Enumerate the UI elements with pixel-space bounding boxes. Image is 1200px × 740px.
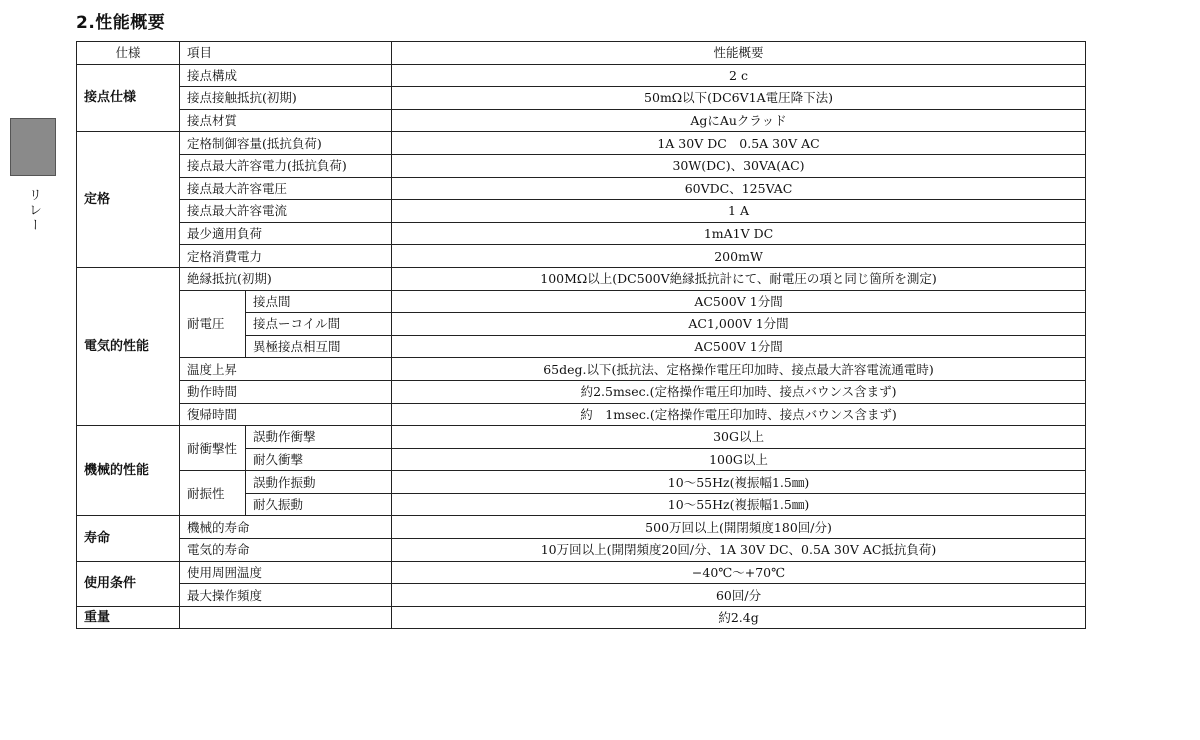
value-cell: 1mA1V DC — [392, 222, 1086, 245]
table-row — [77, 177, 1086, 200]
table-row — [77, 64, 1086, 87]
value-cell: 10〜55Hz(複振幅1.5㎜) — [392, 471, 1086, 494]
group-vibration: 耐振性 — [180, 471, 246, 516]
item-cell: 動作時間 — [180, 380, 392, 403]
item-cell — [180, 606, 392, 629]
item-cell: 絶縁抵抗(初期) — [180, 267, 392, 290]
table-row — [77, 380, 1086, 403]
group-shock: 耐衝撃性 — [180, 426, 246, 471]
side-index-label: リレー — [26, 188, 41, 233]
item-cell: 誤動作振動 — [246, 471, 392, 494]
table-row — [77, 561, 1086, 584]
table-row — [77, 358, 1086, 381]
group-withstand-voltage: 耐電圧 — [180, 290, 246, 358]
category-life: 寿命 — [77, 516, 180, 561]
category-conditions: 使用条件 — [77, 561, 180, 606]
item-cell: 温度上昇 — [180, 358, 392, 381]
table-row — [77, 132, 1086, 155]
value-cell: 65deg.以下(抵抗法、定格操作電圧印加時、接点最大許容電流通電時) — [392, 358, 1086, 381]
value-cell: 100G以上 — [392, 448, 1086, 471]
header-spec: 仕様 — [77, 42, 180, 65]
value-cell: 約2.4g — [392, 606, 1086, 629]
table-row — [77, 200, 1086, 223]
table-row — [77, 471, 1086, 494]
value-cell: 200mW — [392, 245, 1086, 268]
section-title: 2.性能概要 — [76, 13, 166, 33]
value-cell: 1A 30V DC 0.5A 30V AC — [392, 132, 1086, 155]
value-cell: 500万回以上(開閉頻度180回/分) — [392, 516, 1086, 539]
value-cell: 約2.5msec.(定格操作電圧印加時、接点バウンス含まず) — [392, 380, 1086, 403]
table-row — [77, 426, 1086, 449]
value-cell: 60回/分 — [392, 584, 1086, 607]
table-row — [77, 267, 1086, 290]
table-row — [77, 516, 1086, 539]
header-item: 項目 — [180, 42, 392, 65]
item-cell: 誤動作衝撃 — [246, 426, 392, 449]
category-contact: 接点仕様 — [77, 64, 180, 132]
table-row — [77, 109, 1086, 132]
category-electrical: 電気的性能 — [77, 267, 180, 425]
item-cell: 異極接点相互間 — [246, 335, 392, 358]
table-row — [77, 403, 1086, 426]
value-cell: 30G以上 — [392, 426, 1086, 449]
value-cell: 約 1msec.(定格操作電圧印加時、接点バウンス含まず) — [392, 403, 1086, 426]
value-cell: 1 A — [392, 200, 1086, 223]
table-row — [77, 222, 1086, 245]
item-cell: 接点ーコイル間 — [246, 313, 392, 336]
item-cell: 定格消費電力 — [180, 245, 392, 268]
value-cell: −40℃〜+70℃ — [392, 561, 1086, 584]
item-cell: 接点最大許容電力(抵抗負荷) — [180, 154, 392, 177]
item-cell: 使用周囲温度 — [180, 561, 392, 584]
table-row — [77, 290, 1086, 313]
value-cell: 100MΩ以上(DC500V絶縁抵抗計にて、耐電圧の項と同じ箇所を測定) — [392, 267, 1086, 290]
item-cell: 耐久衝撃 — [246, 448, 392, 471]
item-cell: 接点材質 — [180, 109, 392, 132]
value-cell: AgにAuクラッド — [392, 109, 1086, 132]
category-weight: 重量 — [77, 606, 180, 629]
value-cell: 10万回以上(開閉頻度20回/分、1A 30V DC、0.5A 30V AC抵抗負荷) — [392, 539, 1086, 562]
category-rating: 定格 — [77, 132, 180, 268]
table-header-row — [77, 42, 1086, 65]
item-cell: 接点間 — [246, 290, 392, 313]
category-mechanical: 機械的性能 — [77, 426, 180, 516]
table-row — [77, 539, 1086, 562]
value-cell: AC500V 1分間 — [392, 335, 1086, 358]
value-cell: 50mΩ以下(DC6V1A電圧降下法) — [392, 87, 1086, 110]
value-cell: 30W(DC)、30VA(AC) — [392, 154, 1086, 177]
side-index-tab — [10, 118, 56, 176]
item-cell: 接点接触抵抗(初期) — [180, 87, 392, 110]
value-cell: 60VDC、125VAC — [392, 177, 1086, 200]
performance-table — [76, 41, 1086, 629]
item-cell: 接点最大許容電流 — [180, 200, 392, 223]
item-cell: 接点最大許容電圧 — [180, 177, 392, 200]
table-row — [77, 245, 1086, 268]
item-cell: 機械的寿命 — [180, 516, 392, 539]
table-row — [77, 584, 1086, 607]
item-cell: 定格制御容量(抵抗負荷) — [180, 132, 392, 155]
value-cell: 2 c — [392, 64, 1086, 87]
item-cell: 接点構成 — [180, 64, 392, 87]
item-cell: 復帰時間 — [180, 403, 392, 426]
table-row — [77, 606, 1086, 629]
item-cell: 耐久振動 — [246, 493, 392, 516]
value-cell: AC1,000V 1分間 — [392, 313, 1086, 336]
item-cell: 最少適用負荷 — [180, 222, 392, 245]
header-performance: 性能概要 — [392, 42, 1086, 65]
table-row — [77, 154, 1086, 177]
value-cell: AC500V 1分間 — [392, 290, 1086, 313]
value-cell: 10〜55Hz(複振幅1.5㎜) — [392, 493, 1086, 516]
item-cell: 最大操作頻度 — [180, 584, 392, 607]
table-row — [77, 87, 1086, 110]
item-cell: 電気的寿命 — [180, 539, 392, 562]
